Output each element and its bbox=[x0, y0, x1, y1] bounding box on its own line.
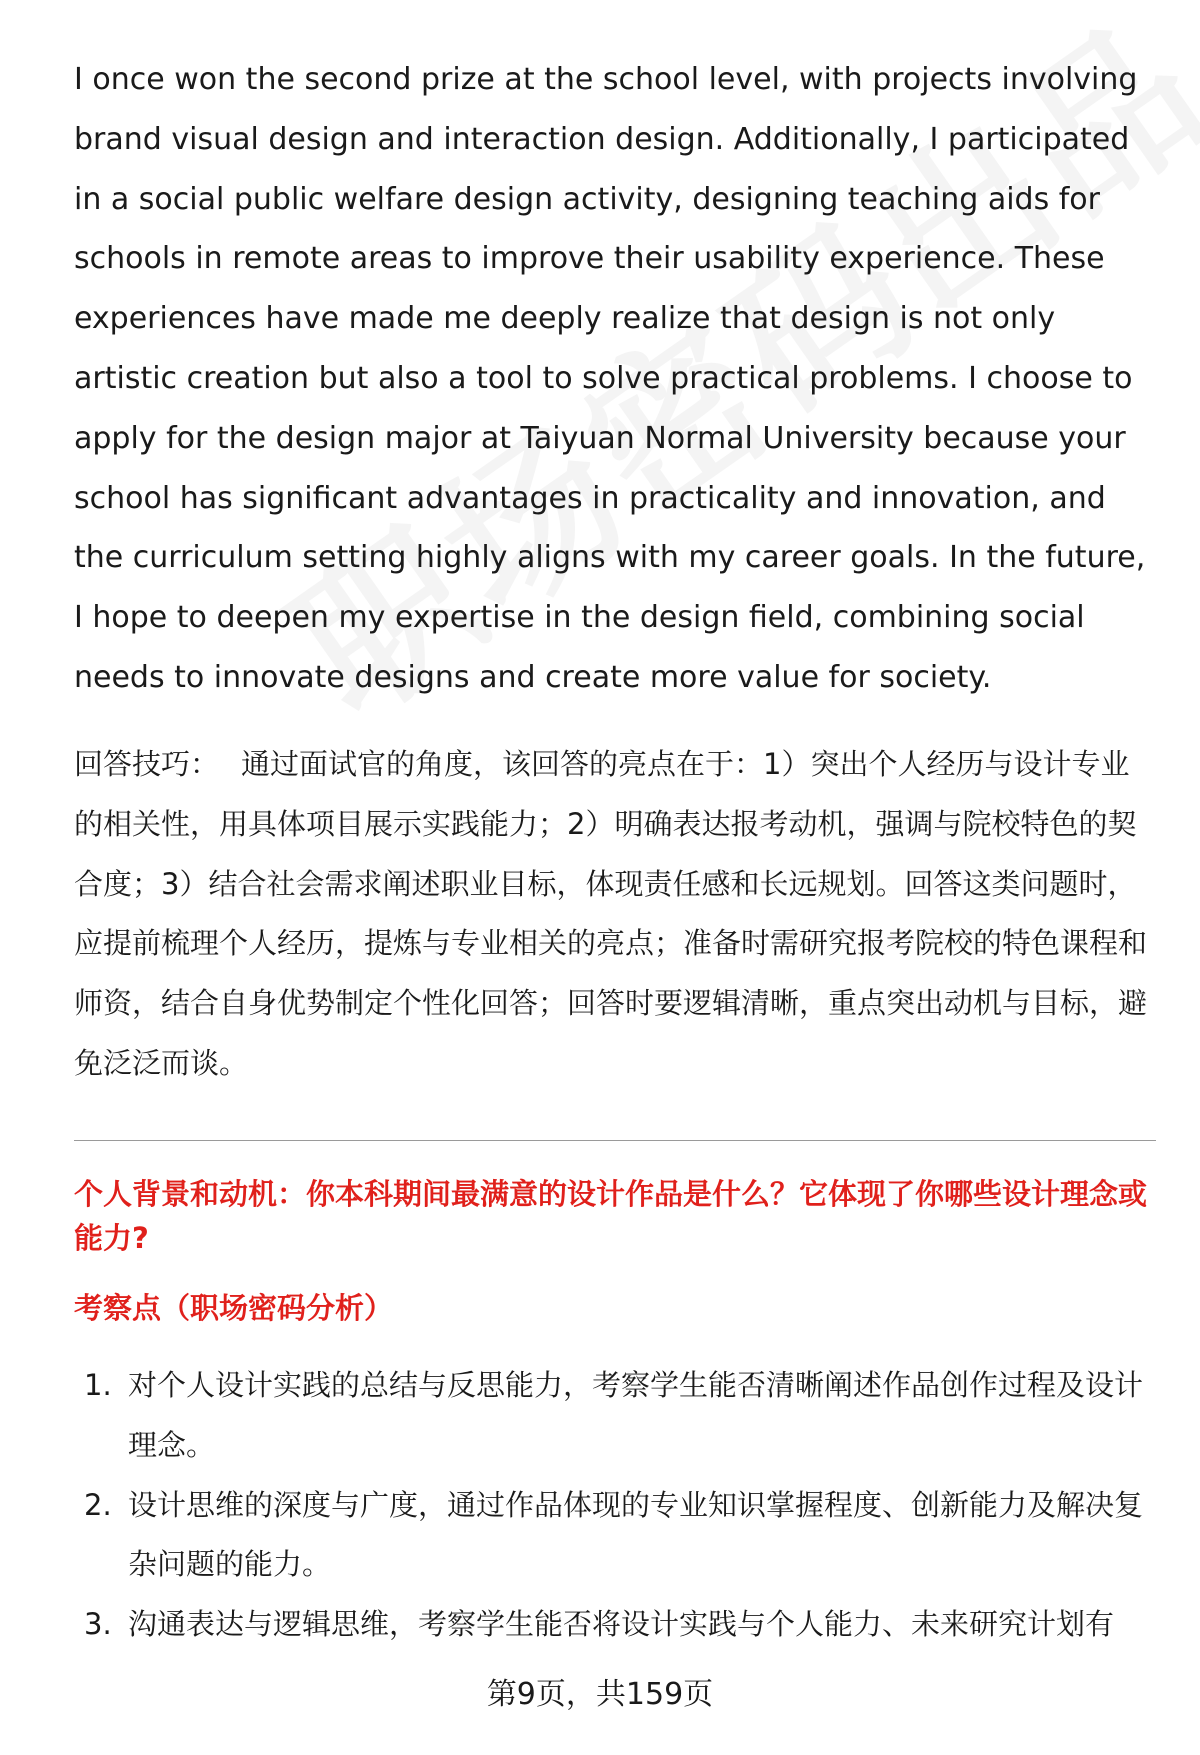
section-label: 考察点（职场密码分析） bbox=[74, 1291, 394, 1325]
answer-paragraph: I once won the second prize at the school level, with projects involving brand visual design and interaction design. Additionally, I participated in a social public welfare design activity, designing teaching aids for schools in remote areas to improve their usability experience. These experiences have made me deeply realize that design is not only artistic creation but also a tool to solve practical problems. I choose to apply for the design major at Taiyuan Normal University because your school has significant advantages in practicality and innovation, and the curriculum setting highly aligns with my career goals. In the future, I hope to deepen my expertise in the design field, combining social needs to innovate designs and create more value for society. bbox=[74, 62, 1146, 695]
section-divider bbox=[74, 1140, 1156, 1141]
list-item bbox=[74, 1476, 1156, 1596]
list-number: 3. bbox=[84, 1607, 112, 1642]
page-number: 第9页，共159页 bbox=[486, 1677, 714, 1712]
list-text: 沟通表达与逻辑思维，考察学生能否将设计实践与个人能力、未来研究计划有 bbox=[128, 1607, 1115, 1642]
tips-label: 回答技巧： bbox=[74, 747, 220, 781]
question-heading: 个人背景和动机：你本科期间最满意的设计作品是什么？它体现了你哪些设计理念或能力? bbox=[74, 1177, 1148, 1255]
list-text: 对个人设计实践的总结与反思能力，考察学生能否清晰阐述作品创作过程及设计理念。 bbox=[128, 1368, 1144, 1462]
list-text: 设计思维的深度与广度，通过作品体现的专业知识掌握程度、创新能力及解决复杂问题的能力。 bbox=[128, 1487, 1144, 1582]
tips-paragraph bbox=[74, 735, 1154, 1094]
list-number: 1. bbox=[84, 1368, 112, 1402]
list-number: 2. bbox=[84, 1487, 112, 1522]
list-item bbox=[74, 1595, 1156, 1655]
points-list bbox=[74, 1356, 1156, 1655]
tips-text: 通过面试官的角度，该回答的亮点在于：1）突出个人经历与设计专业的相关性，用具体项目展示实践能力；2）明确表达报考动机，强调与院校特色的契合度；3）结合社会需求阐述职业目标，体现责任感和长远规划。回答这类问题时，应提前梳理个人经历，提炼与专业相关的亮点；准备时需研究报考院校的特色课程和师资，结合自身优势制定个性化回答；回答时要逻辑清晰，重点突出动机与目标，避免泛泛而谈。 bbox=[74, 747, 1148, 1080]
list-item bbox=[74, 1356, 1156, 1476]
